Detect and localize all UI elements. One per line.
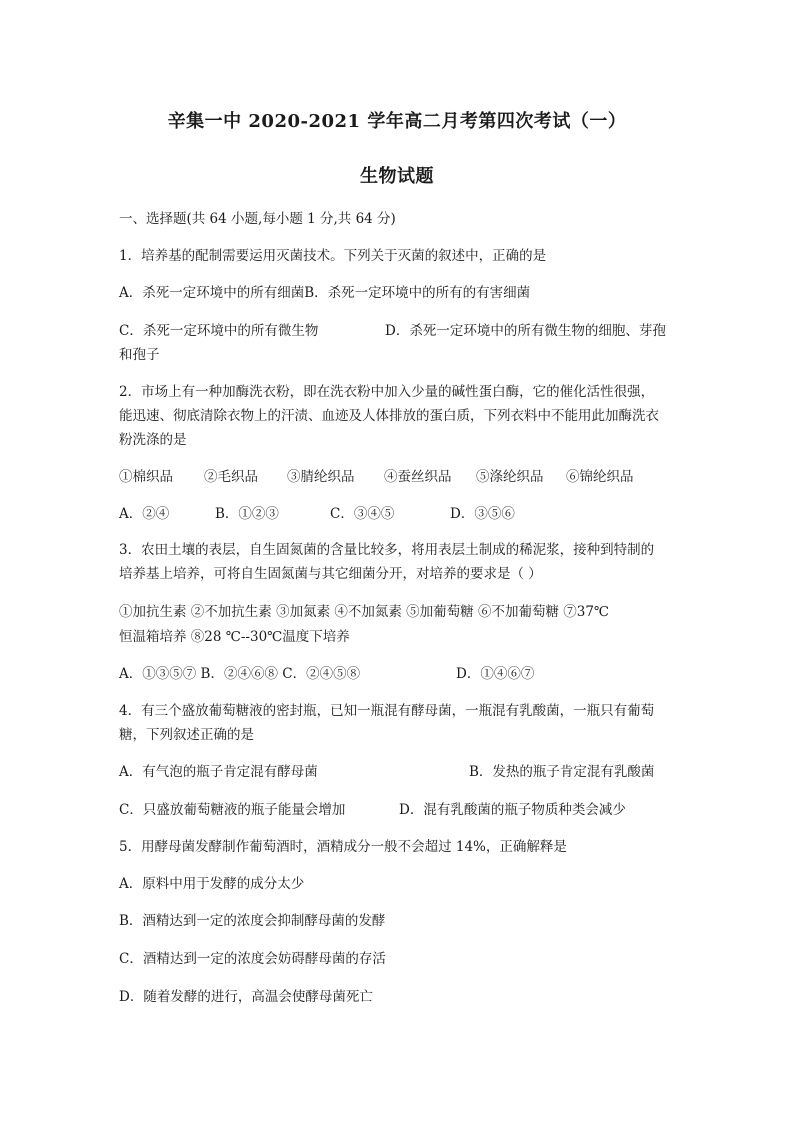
question-4-option-c: C．只盛放葡萄糖液的瓶子能量会增加 <box>119 802 346 818</box>
question-2-item: ⑤涤纶织品 <box>476 469 544 485</box>
question-2-option-d: D．③⑤⑥ <box>450 506 515 522</box>
question-2-option-c: C．③④⑤ <box>330 506 395 522</box>
question-2-item: ⑥锦纶织品 <box>566 469 634 485</box>
question-5-option-b: B．酒精达到一定的浓度会抑制酵母菌的发酵 <box>119 913 386 929</box>
question-3-stem-line-1: 3．农田土壤的表层，自生固氮菌的含量比较多，将用表层土制成的稀泥浆，接种到特制的 <box>119 542 655 558</box>
question-4-stem-line-1: 4．有三个盛放葡萄糖液的密封瓶，已知一瓶混有酵母菌，一瓶混有乳酸菌，一瓶只有葡萄 <box>119 703 655 719</box>
question-4-option-d: D．混有乳酸菌的瓶子物质种类会减少 <box>399 802 626 818</box>
question-2-item: ①棉织品 <box>119 469 173 485</box>
question-1-option-c: C．杀死一定环境中的所有微生物 <box>119 323 319 339</box>
question-4-stem-line-2: 糖，下列叙述正确的是 <box>119 727 254 743</box>
subject-title: 生物试题 <box>360 166 434 187</box>
page-title: 辛集一中 2020-2021 学年高二月考第四次考试（一） <box>167 111 627 132</box>
question-3-stem-line-2: 培养基上培养，可将自生固氮菌与其它细菌分开，对培养的要求是（ ） <box>119 566 542 582</box>
question-5-option-c: C．酒精达到一定的浓度会妨碍酵母菌的存活 <box>119 951 386 967</box>
question-2-stem-line-2: 能迅速、彻底清除衣物上的汗渍、血迹及人体排放的蛋白质，下列衣料中不能用此加酶洗衣 <box>119 408 659 424</box>
question-5-option-a: A．原料中用于发酵的成分太少 <box>119 876 305 892</box>
question-2-option-a: A．②④ <box>119 506 170 522</box>
question-4-option-a: A．有气泡的瓶子肯定混有酵母菌 <box>119 764 318 780</box>
question-2-item: ③腈纶织品 <box>287 469 355 485</box>
question-2-option-b: B．①②③ <box>215 506 279 522</box>
question-5-stem: 5．用酵母菌发酵制作葡萄酒时，酒精成分一般不会超过 14%，正确解释是 <box>119 839 567 855</box>
question-5-option-d: D．随着发酵的进行，高温会使酵母菌死亡 <box>119 989 373 1005</box>
question-2-item: ④蚕丝织品 <box>384 469 452 485</box>
question-3-conditions-line-2: 恒温箱培养 ⑧28 ℃--30℃温度下培养 <box>119 629 350 645</box>
question-2-item: ②毛织品 <box>204 469 258 485</box>
question-3-conditions-line-1: ①加抗生素 ②不加抗生素 ③加氮素 ④不加氮素 ⑤加葡萄糖 ⑥不加葡萄糖 ⑦37℃ <box>119 604 610 620</box>
question-1-stem: 1．培养基的配制需要运用灭菌技术。下列关于灭菌的叙述中，正确的是 <box>119 248 547 264</box>
question-3-option-d: D．①④⑥⑦ <box>456 666 535 682</box>
question-2-stem-line-3: 粉洗涤的是 <box>119 432 187 448</box>
question-4-option-b: B．发热的瓶子肯定混有乳酸菌 <box>469 764 655 780</box>
question-3-options-abc: A．①③⑤⑦ B．②④⑥⑧ C．②④⑤⑧ <box>119 666 361 682</box>
question-1-options-ab: A．杀死一定环境中的所有细菌B．杀死一定环境中的所有的有害细菌 <box>119 285 531 301</box>
section-heading: 一、选择题(共 64 小题,每小题 1 分,共 64 分) <box>119 211 396 227</box>
question-2-stem-line-1: 2．市场上有一种加酶洗衣粉，即在洗衣粉中加入少量的碱性蛋白酶，它的催化活性很强， <box>119 384 655 400</box>
question-1-option-d-continued: 和孢子 <box>119 347 160 363</box>
question-1-option-d: D．杀死一定环境中的所有微生物的细胞、芽孢 <box>385 323 666 339</box>
